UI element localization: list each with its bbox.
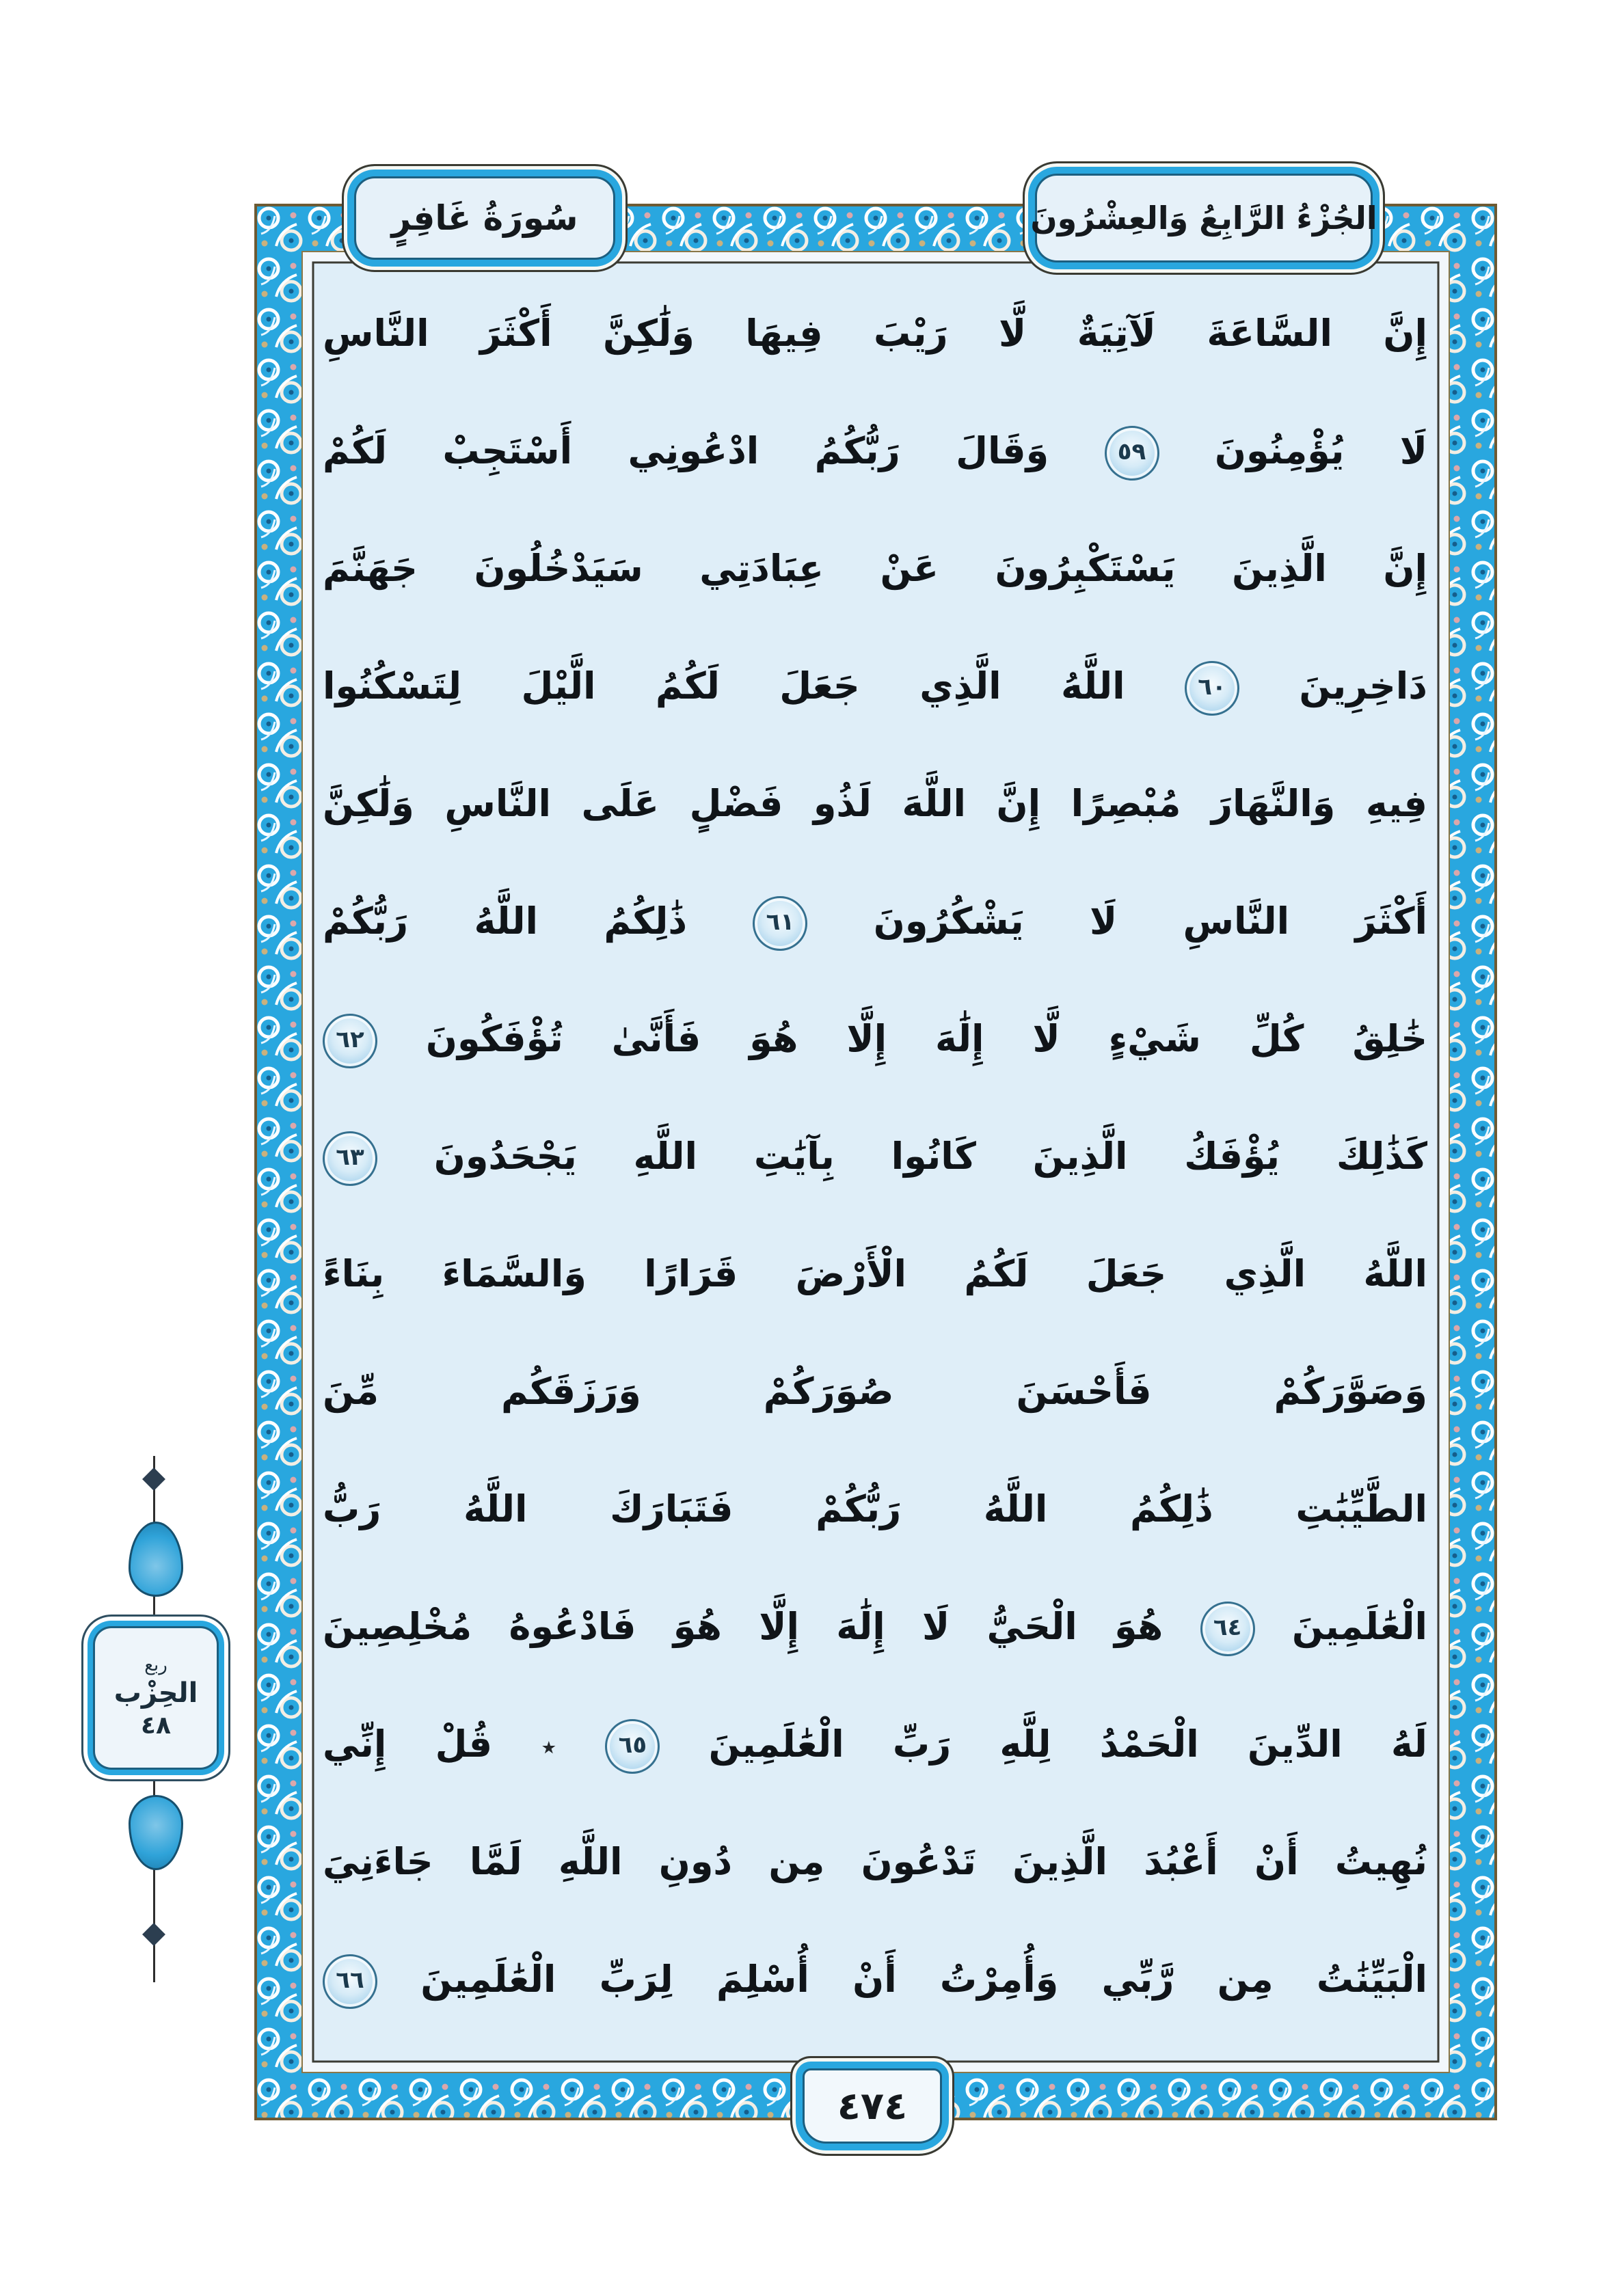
quran-line-8 xyxy=(323,1098,1427,1215)
aya-end-marker-icon: ٦٣ xyxy=(323,1131,377,1186)
surah-name-cartouche xyxy=(342,164,628,272)
verse-text: ذَٰلِكُمُ اللَّهُ رَبُّكُمْ xyxy=(323,900,688,943)
quran-line-3 xyxy=(323,510,1427,627)
verse-text: وَصَوَّرَكُمْ فَأَحْسَنَ صُوَرَكُمْ وَرَزَقَكُم مِّنَ xyxy=(323,1370,1427,1413)
verse-text: قُلْ إِنِّي xyxy=(323,1723,493,1766)
aya-end-marker-icon: ٦٢ xyxy=(323,1014,377,1068)
quran-line-6 xyxy=(323,863,1427,980)
verse-text: لَهُ الدِّينَ الْحَمْدُ لِلَّهِ رَبِّ الْعَٰلَمِينَ xyxy=(708,1723,1427,1766)
quran-line-1 xyxy=(323,275,1427,392)
hizb-word-hizb: الحِزْب xyxy=(113,1677,198,1709)
aya-end-marker-icon: ٥٩ xyxy=(1105,426,1159,481)
quran-line-11 xyxy=(323,1450,1427,1568)
verse-text: إِنَّ الَّذِينَ يَسْتَكْبِرُونَ عَنْ عِبَادَتِي سَيَدْخُلُونَ جَهَنَّمَ xyxy=(323,547,1427,590)
juz-name-label: الجُزْءُ الرَّابِعُ وَالعِشْرُونَ xyxy=(1030,200,1377,237)
verse-text: دَاخِرِينَ xyxy=(1299,664,1427,707)
verse-text: وَقَالَ رَبُّكُمُ ادْعُونِي أَسْتَجِبْ لَكُمْ xyxy=(323,429,1049,472)
hizb-marker-box xyxy=(81,1615,230,1781)
quran-line-9 xyxy=(323,1215,1427,1333)
star-finial-bottom-icon xyxy=(142,1923,165,1946)
page-number-cartouche xyxy=(790,2056,954,2156)
verse-text: الْعَٰلَمِينَ xyxy=(1291,1605,1427,1648)
star-finial-top-icon xyxy=(142,1468,165,1491)
verse-text: نُهِيتُ أَنْ أَعْبُدَ الَّذِينَ تَدْعُونَ مِن دُونِ اللَّهِ لَمَّا جَاءَنِيَ xyxy=(323,1840,1427,1883)
quran-line-10 xyxy=(323,1333,1427,1450)
verse-text: كَذَٰلِكَ يُؤْفَكُ الَّذِينَ كَانُوا بِآيَٰتِ اللَّهِ يَجْحَدُونَ xyxy=(433,1135,1427,1178)
quran-line-4 xyxy=(323,627,1427,745)
quran-line-7 xyxy=(323,980,1427,1098)
quran-lines xyxy=(323,275,1427,2038)
aya-end-marker-icon: ٦٥ xyxy=(605,1719,660,1774)
quran-line-15 xyxy=(323,1921,1427,2038)
hizb-number: ٤٨ xyxy=(141,1712,171,1740)
quran-line-5 xyxy=(323,745,1427,863)
verse-text: الْبَيِّنَٰتُ مِن رَّبِّي وَأُمِرْتُ أَنْ أُسْلِمَ لِرَبِّ الْعَٰلَمِينَ xyxy=(420,1958,1427,2001)
verse-text: خَٰلِقُ كُلِّ شَيْءٍ لَّا إِلَٰهَ إِلَّا هُوَ فَأَنَّىٰ تُؤْفَكُونَ xyxy=(425,1017,1427,1060)
bud-ornament-top-icon xyxy=(129,1522,183,1597)
aya-end-marker-icon: ٦٠ xyxy=(1185,661,1239,716)
verse-text: الطَّيِّبَٰتِ ذَٰلِكُمُ اللَّهُ رَبُّكُمْ فَتَبَارَكَ اللَّهُ رَبُّ xyxy=(323,1487,1427,1530)
aya-end-marker-icon: ٦٤ xyxy=(1200,1602,1255,1656)
quran-line-14 xyxy=(323,1803,1427,1921)
hizb-margin-ornament xyxy=(68,1456,239,1982)
surah-name-label: سُورَةُ غَافِرٍ xyxy=(391,198,578,238)
verse-text: فِيهِ وَالنَّهَارَ مُبْصِرًا إِنَّ اللَّهَ لَذُو فَضْلٍ عَلَى النَّاسِ وَلَٰكِنَّ xyxy=(323,782,1427,825)
quran-line-2 xyxy=(323,392,1427,510)
verse-text: إِنَّ السَّاعَةَ لَآتِيَةٌ لَّا رَيْبَ فِيهَا وَلَٰكِنَّ أَكْثَرَ النَّاسِ xyxy=(323,312,1427,355)
aya-end-marker-icon: ٦١ xyxy=(753,896,807,951)
verse-text: اللَّهُ الَّذِي جَعَلَ لَكُمُ الَّيْلَ لِتَسْكُنُوا xyxy=(323,664,1125,707)
bud-ornament-bottom-icon xyxy=(129,1795,183,1870)
quran-line-13 xyxy=(323,1686,1427,1803)
verse-text: هُوَ الْحَيُّ لَا إِلَٰهَ إِلَّا هُوَ فَادْعُوهُ مُخْلِصِينَ xyxy=(323,1605,1163,1648)
hizb-word-quarter: ربع xyxy=(144,1655,167,1675)
verse-text: اللَّهُ الَّذِي جَعَلَ لَكُمُ الْأَرْضَ قَرَارًا وَالسَّمَاءَ بِنَاءً xyxy=(323,1252,1427,1295)
aya-end-marker-icon: ٦٦ xyxy=(323,1954,377,2009)
verse-text: أَكْثَرَ النَّاسِ لَا يَشْكُرُونَ xyxy=(873,900,1427,943)
verse-text: لَا يُؤْمِنُونَ xyxy=(1214,429,1427,472)
juz-name-cartouche xyxy=(1023,161,1385,275)
page-number: ٤٧٤ xyxy=(837,2083,908,2129)
quran-line-12 xyxy=(323,1568,1427,1686)
rub-el-hizb-icon: ٭ xyxy=(541,1729,557,1764)
